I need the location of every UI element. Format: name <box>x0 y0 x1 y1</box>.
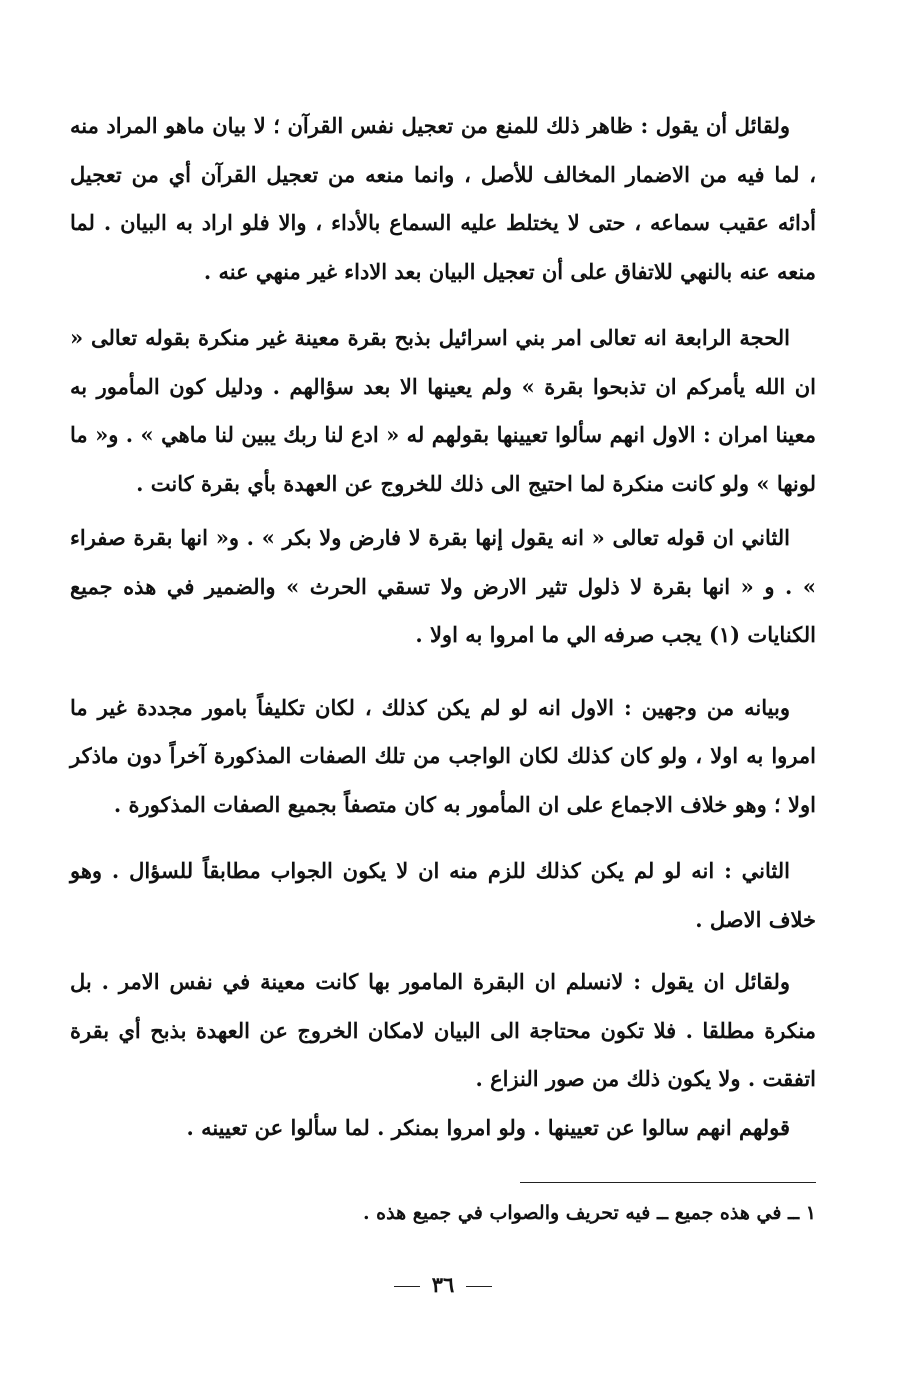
book-page <box>70 102 816 1339</box>
footnote: ١ ــ في هذه جميع ــ فيه تحريف والصواب في جميع هذه . <box>362 1202 816 1224</box>
paragraph-their-saying: قولهم انهم سالوا عن تعيينها . ولو امروا بمنكر . لما سألوا عن تعيينه . <box>186 1114 790 1140</box>
paragraph-objection-cow: ولقائل ان يقول : لانسلم ان البقرة المامور بها كانت معينة في نفس الامر . بل منكرة مطلقا . فلا تكون محتاجة الى البيان لامكان الخروج عن العهدة بذبح أي بقرة اتفقت . ولا يكون ذلك من صور النزاع . <box>70 969 816 1091</box>
paragraph-fourth-argument: الحجة الرابعة انه تعالى امر بني اسرائيل بذبح بقرة معينة غير منكرة بقوله تعالى « ان الله يأمركم ان تذبحوا بقرة » ولم يعينها الا بعد سؤالهم . ودليل كون المأمور به معينا امران : الاول انهم سألوا تعيينها بقولهم له « ادع لنا ربك يبين لنا ماهي » . و« ما لونها » ولو كانت منكرة لما احتيج الى ذلك للخروج عن العهدة بأي بقرة كانت . <box>70 325 816 496</box>
paragraph-second-way: الثاني : انه لو لم يكن كذلك للزم منه ان لا يكون الجواب مطابقاً للسؤال . وهو خلاف الاصل . <box>70 858 816 932</box>
page-number: ٣٦ <box>431 1272 455 1297</box>
footnote-divider <box>520 1182 816 1183</box>
page-number-dash-right <box>466 1286 492 1287</box>
paragraph-second-reason: الثاني ان قوله تعالى « انه يقول إنها بقرة لا فارض ولا بكر » . و« انها بقرة صفراء » . و « انها بقرة لا ذلول تثير الارض ولا تسقي الحرث » والضمير في هذه جميع الكنايات (١) يجب صرفه الي ما امروا به اولا . <box>70 525 816 647</box>
page-number-block <box>70 1272 816 1297</box>
paragraph-explanation-two-ways: وبيانه من وجهين : الاول انه لو لم يكن كذلك ، لكان تكليفاً بامور مجددة غير ما امروا به اولا ، ولو كان كذلك لكان الواجب من تلك الصفات المذكورة آخراً دون ماذكر اولا ؛ وهو خلاف الاجماع على ان المأمور به كان متصفاً بجميع الصفات المذكورة . <box>70 694 816 817</box>
paragraph-objection-quran: ولقائل أن يقول : ظاهر ذلك للمنع من تعجيل نفس القرآن ؛ لا بيان ماهو المراد منه ، لما فيه من الاضمار المخالف للأصل ، وانما منعه من تعجيل القرآن أي من تعجيل أدائه عقيب سماعه ، حتى لا يختلط عليه السماع بالأداء ، والا فلو اراد به البيان . لما منعه عنه بالنهي للاتفاق على أن تعجيل البيان بعد الاداء غير منهي عنه . <box>70 113 816 284</box>
page-number-dash-left <box>394 1286 420 1287</box>
